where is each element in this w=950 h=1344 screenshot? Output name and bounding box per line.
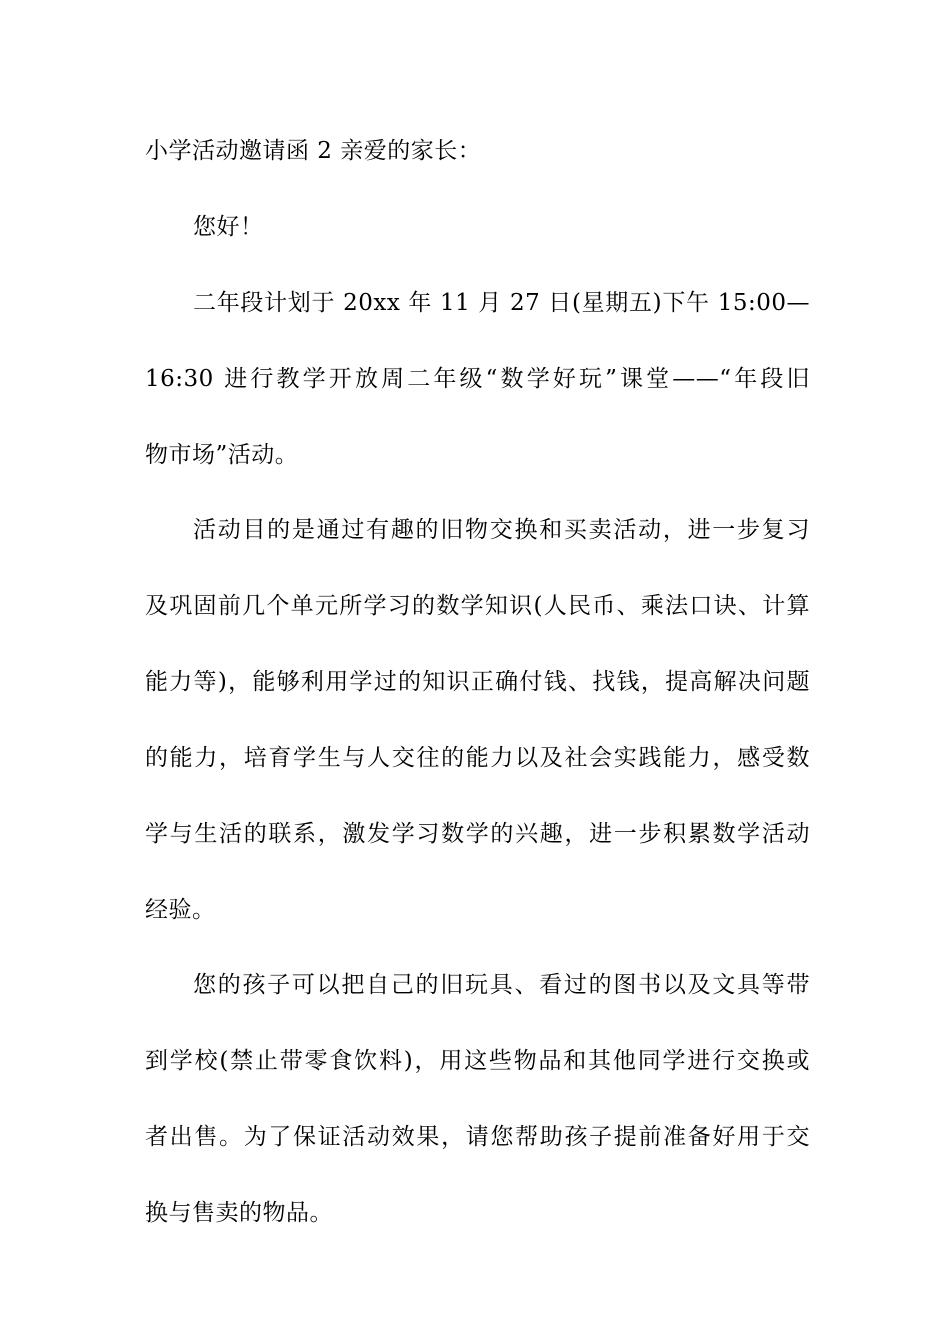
paragraph-3-line-2: 到学校(禁止带零食饮料)，用这些物品和其他同学进行交换或 xyxy=(145,1048,810,1074)
paragraph-2-line-5: 学与生活的联系，激发学习数学的兴趣，进一步积累数学活动 xyxy=(145,821,810,847)
paragraph-1-line-1: 二年段计划于 20xx 年 11 月 27 日(星期五)下午 15:00— xyxy=(193,290,810,316)
paragraph-3-line-1: 您的孩子可以把自己的旧玩具、看过的图书以及文具等带 xyxy=(193,972,810,998)
paragraph-3-line-3: 者出售。为了保证活动效果，请您帮助孩子提前准备好用于交 xyxy=(145,1124,810,1150)
paragraph-2-line-4: 的能力，培育学生与人交往的能力以及社会实践能力，感受数 xyxy=(145,745,810,771)
paragraph-1-line-3: 物市场”活动。 xyxy=(145,442,299,468)
letter-heading: 小学活动邀请函 2 亲爱的家长： xyxy=(145,138,482,164)
paragraph-2-line-3: 能力等)，能够利用学过的知识正确付钱、找钱，提高解决问题 xyxy=(145,669,810,695)
paragraph-3-line-4: 换与售卖的物品。 xyxy=(145,1200,333,1226)
paragraph-2-line-6: 经验。 xyxy=(145,897,216,923)
paragraph-2-line-1: 活动目的是通过有趣的旧物交换和买卖活动，进一步复习 xyxy=(193,517,810,543)
paragraph-1-line-2: 16:30 进行教学开放周二年级“数学好玩”课堂——“年段旧 xyxy=(145,366,810,392)
greeting: 您好！ xyxy=(193,214,264,240)
paragraph-2-line-2: 及巩固前几个单元所学习的数学知识(人民币、乘法口诀、计算 xyxy=(145,593,810,619)
